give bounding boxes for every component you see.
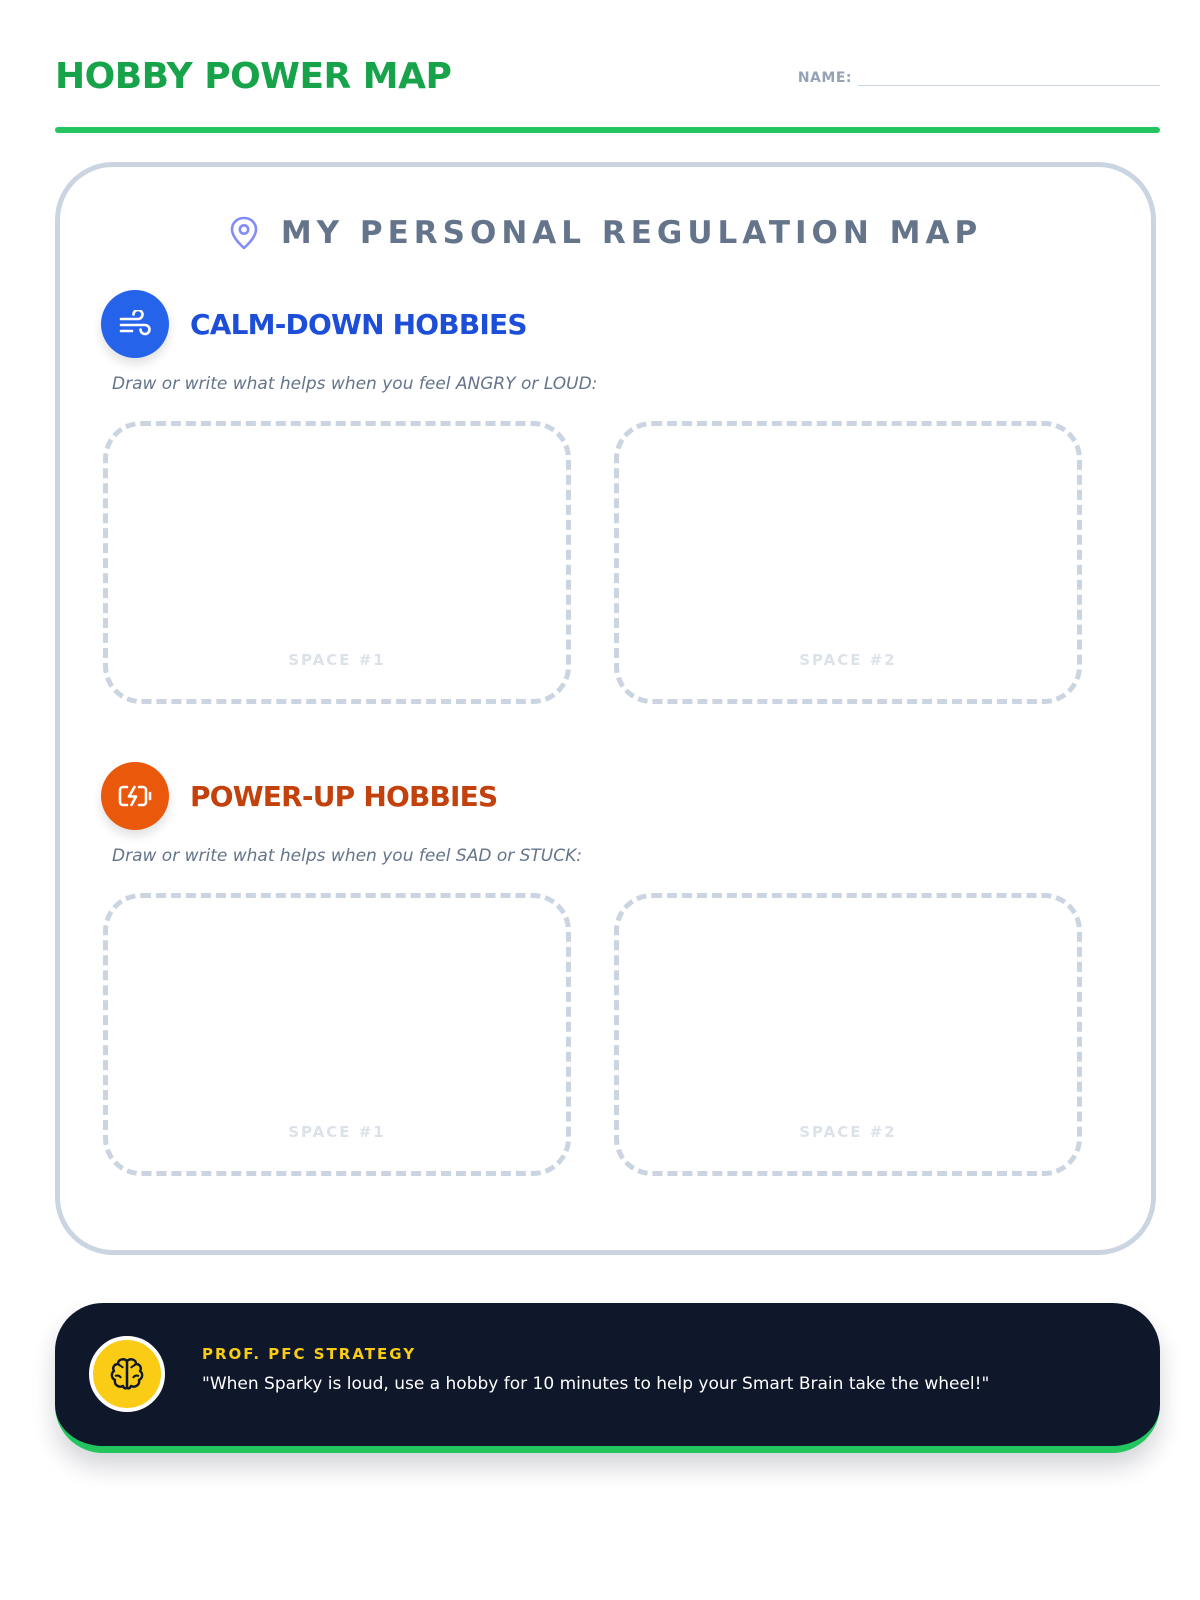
map-title-row xyxy=(60,215,1151,251)
power-up-space-2[interactable] xyxy=(614,893,1082,1176)
space-label: SPACE #1 xyxy=(288,1123,386,1141)
header-divider xyxy=(55,127,1160,133)
battery-charging-icon xyxy=(101,762,169,830)
calm-down-space-1[interactable] xyxy=(103,421,571,704)
calm-down-prompt: Draw or write what helps when you feel ANGRY or LOUD: xyxy=(112,374,598,394)
power-up-prompt: Draw or write what helps when you feel SAD or STUCK: xyxy=(112,846,582,866)
name-field[interactable] xyxy=(798,70,1160,86)
wind-icon xyxy=(101,290,169,358)
map-pin-icon xyxy=(229,216,259,250)
page-header xyxy=(55,52,1160,134)
regulation-map-card xyxy=(55,162,1156,1255)
name-input-line[interactable] xyxy=(858,71,1160,86)
calm-down-header xyxy=(101,290,527,358)
power-up-header xyxy=(101,762,497,830)
space-label: SPACE #1 xyxy=(288,651,386,669)
map-title: MY PERSONAL REGULATION MAP xyxy=(280,215,983,251)
page-title: HOBBY POWER MAP xyxy=(55,56,452,97)
calm-down-space-2[interactable] xyxy=(614,421,1082,704)
name-label: NAME: xyxy=(797,70,852,86)
strategy-title: PROF. PFC STRATEGY xyxy=(202,1345,417,1363)
space-label: SPACE #2 xyxy=(799,651,897,669)
space-label: SPACE #2 xyxy=(799,1123,897,1141)
strategy-quote: "When Sparky is loud, use a hobby for 10 minutes to help your Smart Brain take the wheel!" xyxy=(202,1374,990,1394)
calm-down-title: CALM-DOWN HOBBIES xyxy=(190,307,527,341)
brain-icon xyxy=(89,1336,165,1412)
power-up-space-1[interactable] xyxy=(103,893,571,1176)
strategy-banner xyxy=(55,1303,1160,1453)
power-up-title: POWER-UP HOBBIES xyxy=(190,779,498,813)
